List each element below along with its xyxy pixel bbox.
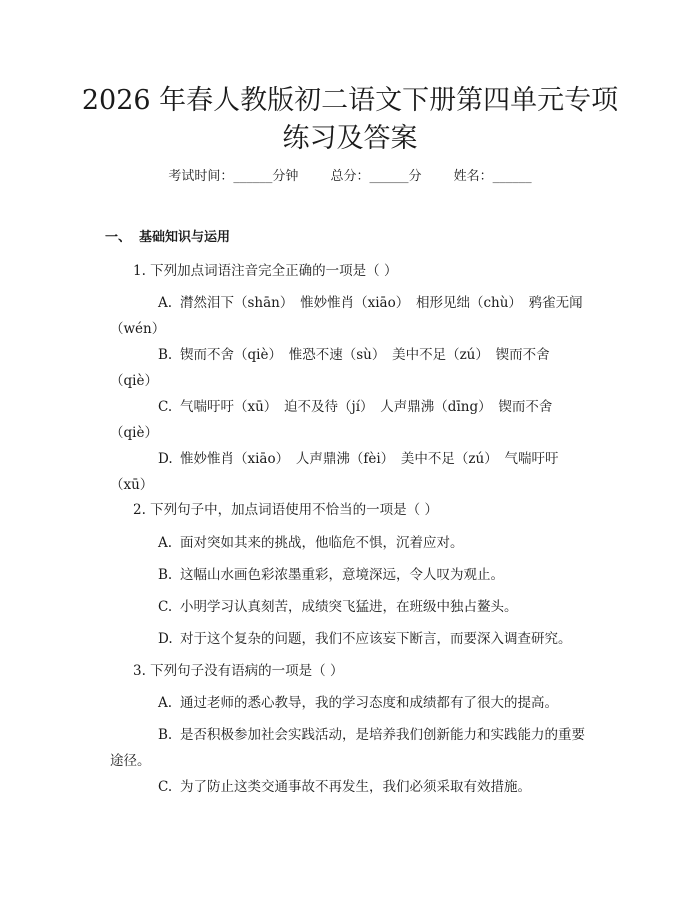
option-label: A. bbox=[158, 535, 173, 551]
option-label: B. bbox=[158, 347, 173, 363]
option-label: D. bbox=[158, 631, 173, 647]
option-label: C. bbox=[158, 599, 173, 615]
option-text: 是否积极参加社会实践活动，是培养我们创新能力和实践能力的重要途径。 bbox=[110, 727, 585, 769]
page-title bbox=[60, 82, 640, 158]
option-label: B. bbox=[158, 567, 173, 583]
question-1-option-a bbox=[110, 290, 588, 342]
option-label: B. bbox=[158, 727, 173, 743]
question-2-option-a bbox=[110, 530, 588, 556]
question-3-option-a bbox=[110, 690, 588, 716]
question-3: 3. 下列句子没有语病的一项是（ ） bbox=[133, 663, 344, 679]
student-name: 姓名：______ bbox=[453, 169, 532, 184]
option-label: C. bbox=[158, 779, 173, 795]
exam-meta bbox=[0, 167, 700, 187]
option-label: A. bbox=[158, 295, 173, 311]
option-text: 通过老师的悉心教导，我的学习态度和成绩都有了很大的提高。 bbox=[180, 695, 558, 711]
option-text: 对于这个复杂的问题，我们不应该妄下断言，而要深入调查研究。 bbox=[180, 631, 572, 647]
question-1-option-b bbox=[110, 342, 588, 394]
question-2: 2. 下列句子中，加点词语使用不恰当的一项是（ ） bbox=[133, 502, 438, 518]
option-text: 惟妙惟肖（xiāo） 人声鼎沸（fèi） 美中不足（zú） 气喘吁吁（xū） bbox=[110, 451, 559, 493]
question-2-option-d bbox=[110, 626, 588, 652]
option-text: 气喘吁吁（xū） 迫不及待（jí） 人声鼎沸（dīng） 锲而不舍（qiè） bbox=[110, 399, 553, 441]
question-2-option-b bbox=[110, 562, 588, 588]
exam-time: 考试时间：______分钟 bbox=[168, 169, 299, 184]
question-3-option-b bbox=[110, 722, 588, 774]
section-number: 一、 bbox=[105, 230, 132, 245]
exam-total-score: 总分：______分 bbox=[330, 169, 422, 184]
option-label: C. bbox=[158, 399, 173, 415]
section-heading bbox=[105, 228, 230, 248]
option-text: 这幅山水画色彩浓墨重彩，意境深远，令人叹为观止。 bbox=[180, 567, 504, 583]
question-2-option-c bbox=[110, 594, 588, 620]
question-1-option-c bbox=[110, 394, 588, 446]
title-line-2: 练习及答案 bbox=[282, 123, 418, 154]
title-line-1: 2026 年春人教版初二语文下册第四单元专项 bbox=[81, 85, 619, 116]
question-3-option-c bbox=[110, 774, 588, 800]
option-label: A. bbox=[158, 695, 173, 711]
question-1: 1. 下列加点词语注音完全正确的一项是（ ） bbox=[133, 263, 398, 279]
option-text: 小明学习认真刻苦，成绩突飞猛进，在班级中独占鳌头。 bbox=[180, 599, 518, 615]
question-1-option-d bbox=[110, 446, 588, 498]
section-title: 基础知识与运用 bbox=[139, 230, 231, 245]
option-label: D. bbox=[158, 451, 173, 467]
option-text: 为了防止这类交通事故不再发生，我们必须采取有效措施。 bbox=[180, 779, 531, 795]
option-text: 锲而不舍（qiè） 惟恐不速（sù） 美中不足（zú） 锲而不舍（qiè） bbox=[110, 347, 550, 389]
option-text: 潸然泪下（shān） 惟妙惟肖（xiāo） 相形见绌（chù） 鸦雀无闻（wén） bbox=[110, 295, 583, 337]
option-text: 面对突如其来的挑战，他临危不惧，沉着应对。 bbox=[180, 535, 464, 551]
